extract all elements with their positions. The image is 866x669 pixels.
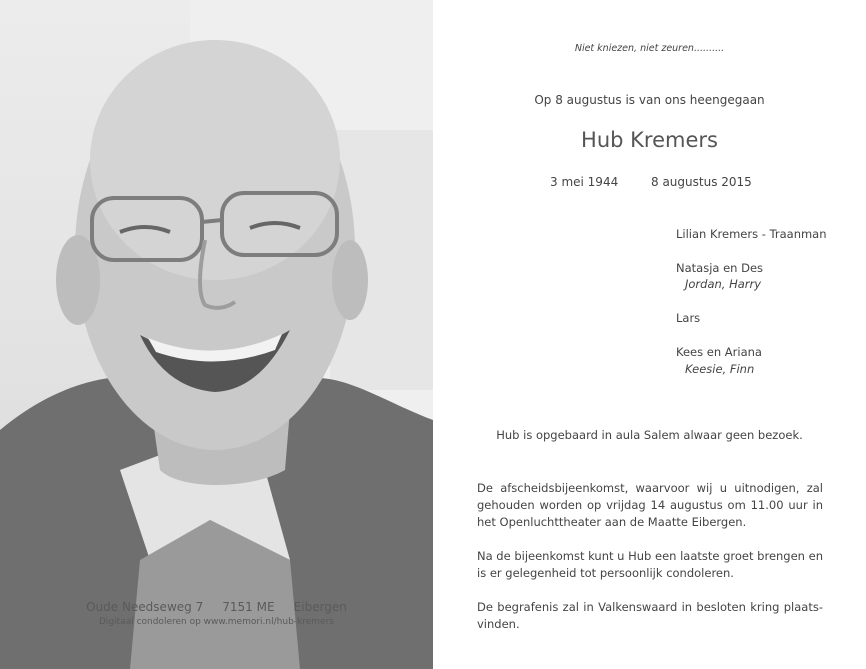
birth-date: 3 mei 1944 xyxy=(550,175,619,189)
address-street: Oude Needseweg 7 xyxy=(86,600,204,614)
family-children: Jordan, Harry xyxy=(685,277,762,291)
condolence-paragraph: Na de bijeenkomst kunt u Hub een laatste groet brengen en is er gelegenheid tot persoonlijk condoleren. xyxy=(477,549,823,580)
intro-line: Op 8 augustus is van ons heengegaan xyxy=(534,93,765,107)
family-member: Natasja en Des xyxy=(676,261,764,275)
family-member: Lars xyxy=(676,311,701,325)
condolence-line: Digitaal condoleren op www.memori.nl/hub-kremers xyxy=(99,617,334,627)
deceased-name: Hub Kremers xyxy=(581,128,718,152)
death-date: 8 augustus 2015 xyxy=(651,175,752,189)
family-member: Lilian Kremers - Traanman xyxy=(676,227,827,241)
address-postal-code: 7151 ME xyxy=(222,600,275,614)
card-text-panel xyxy=(433,0,866,669)
address-line xyxy=(0,600,433,614)
family-children: Keesie, Finn xyxy=(685,362,755,376)
motto: Niet kniezen, niet zeuren.......... xyxy=(574,43,725,54)
family-member: Kees en Ariana xyxy=(676,345,762,359)
ceremony-paragraph: De afscheidsbijeenkomst, waarvoor wij u uitnodigen, zal gehouden worden op vrijdag 14 augustus om 11.00 uur in het Openluchttheater aan de Maatte Eibergen. xyxy=(477,481,823,529)
burial-note: Hub is opgebaard in aula Salem alwaar geen bezoek. xyxy=(496,428,803,442)
burial-paragraph: De begrafenis zal in Valkenswaard in besloten kring plaats-vinden. xyxy=(477,600,823,631)
address-city: Eibergen xyxy=(293,600,347,614)
